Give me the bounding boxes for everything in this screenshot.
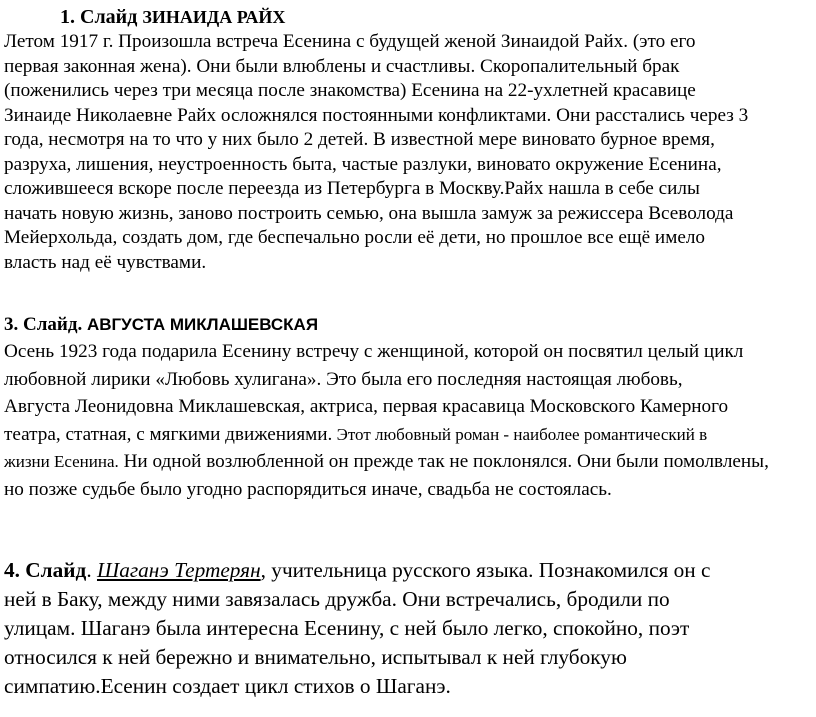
slide-1-number: 1. — [60, 6, 75, 28]
text-segment: , учительница русского языка. Познакомился он с — [260, 558, 711, 582]
text-line: начать новую жизнь, заново построить семью, она вышла замуж за режиссера Всеволода — [4, 202, 734, 224]
text-line — [4, 421, 812, 449]
text-segment: театра, статная, с мягкими движениями. — [4, 423, 333, 445]
text-line: разруха, лишения, неустроенность быта, частые разлуки, виновато окружение Есенина, — [4, 153, 722, 175]
text-line: Зинаиде Николаевне Райх осложнялся постоянными конфликтами. Они расстались через 3 — [4, 104, 749, 126]
text-line — [4, 448, 812, 476]
slide-4-person-name: Шаганэ Тертерян — [96, 558, 261, 582]
slide-1-section — [4, 4, 812, 275]
text-line: но позже судьбе было угодно распорядиться иначе, свадьба не состоялась. — [4, 478, 612, 500]
slide-1-body — [4, 30, 812, 275]
text-line: Августа Леонидовна Миклашевская, актриса, первая красавица Московского Камерного — [4, 396, 729, 417]
text-segment: Этот любовный роман - наиболее романтический в — [332, 424, 708, 444]
slide-3-name: АВГУСТА МИКЛАШЕВСКАЯ — [86, 315, 319, 334]
text-line: любовной лирики «Любовь хулигана». Это была его последняя настоящая любовь, — [4, 368, 683, 390]
text-line: Мейерхольда, создать дом, где беспечально росли её дети, но прошлое все ещё имело — [4, 227, 706, 248]
text-line: относился к ней бережно и внимательно, испытывал к ней глубокую — [4, 645, 627, 669]
text-segment: жизни Есенина. — [4, 452, 119, 471]
text-line: сложившееся вскоре после переезда из Петербурга в Москву.Райх нашла в себе силы — [4, 178, 700, 199]
slide-3-section — [4, 312, 812, 503]
text-segment: . — [86, 558, 97, 582]
text-line: власть над её чувствами. — [4, 251, 207, 273]
text-line: года, несмотря на то что у них было 2 детей. В известной мере виновато бурное время, — [4, 129, 715, 150]
text-line: ней в Баку, между ними завязалась дружба. Они встречались, бродили по — [4, 587, 670, 611]
slide-3-heading — [4, 312, 812, 338]
text-line: Летом 1917 г. Произошла встреча Есенина с будущей женой Зинаидой Райх. (это его — [4, 31, 696, 52]
text-line: Осень 1923 года подарила Есенину встречу с женщиной, которой он посвятил целый цикл — [4, 341, 744, 362]
text-line: улицам. Шаганэ была интересна Есенину, с ней было легко, спокойно, поэт — [4, 616, 690, 640]
slide-4-body — [4, 556, 812, 701]
text-segment: Ни одной возлюбленной он прежде так не поклонялся. Они были помолвлены, — [118, 451, 769, 472]
slide-1-heading — [4, 4, 812, 30]
slide-3-label: 3. Слайд. — [4, 314, 83, 335]
text-line: симпатию.Есенин создает цикл стихов о Шаганэ. — [4, 674, 451, 698]
slide-4-heading: 4. Слайд — [4, 558, 87, 582]
slide-1-label: Слайд — [80, 6, 138, 28]
text-line: (поженились через три месяца после знакомства) Есенина на 22-ухлетней красавице — [4, 80, 696, 101]
slide-4-section — [4, 556, 812, 701]
slide-1-name: ЗИНАИДА РАЙХ — [142, 7, 286, 27]
text-line: первая законная жена). Они были влюблены и счастливы. Скоропалительный брак — [4, 55, 680, 77]
slide-3-body — [4, 338, 812, 503]
text-line — [4, 556, 812, 585]
